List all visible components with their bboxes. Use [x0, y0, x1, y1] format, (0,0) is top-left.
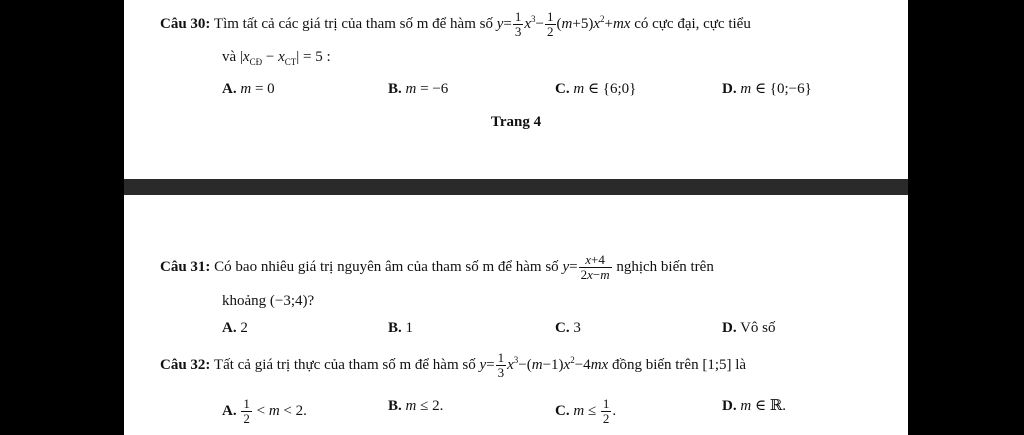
question-32-line1: [160, 351, 746, 380]
option-a: A. $\frac{1}{2}$ < m < 2.: [222, 396, 307, 426]
option-a: A. m = 0: [222, 81, 275, 97]
question-text-after: có cực đại, cực tiểu: [634, 16, 751, 32]
option-b: B. 1: [388, 320, 414, 336]
formula: y= $\frac{1}{3}$ $x^3-$ $\frac{1}{2}$ $(m+5)x^2+mx$: [496, 9, 631, 40]
option-d: D. m ∈ ℝ.: [722, 398, 787, 414]
option-d: D. m ∈ {0;−6}: [722, 81, 812, 97]
question-31-line1: [160, 253, 714, 282]
question-number: Câu 32:: [160, 357, 211, 373]
document-page-2: [124, 195, 908, 435]
option-a: A. 2: [222, 320, 248, 336]
question-text-after: đồng biến trên [1;5] là: [611, 357, 747, 373]
question-text: Tất cả giá trị thực của tham số m để hàm số: [213, 357, 476, 373]
question-text: Có bao nhiêu giá trị nguyên âm của tham số m để hàm số: [214, 258, 559, 275]
option-c: C. m ∈ {6;0}: [555, 81, 637, 97]
question-30-line1: [160, 10, 751, 39]
question-number: Câu 30:: [160, 16, 211, 32]
formula: y= $\frac{x+4}{2x-m}$: [562, 252, 610, 282]
option-c: C. m ≤ $\frac{1}{2}$ .: [555, 396, 617, 426]
question-text-after: nghịch biến trên: [616, 258, 714, 275]
option-b: B. m = −6: [388, 81, 449, 97]
document-page-1: [124, 0, 908, 179]
question-30-line2: và $|x_{CĐ} - x_{CT}| = 5$ :: [222, 49, 331, 67]
formula: y= $\frac{1}{3}$ $x^3-(m-1)x^2-4mx$: [479, 350, 609, 381]
page-gap: [124, 179, 908, 195]
question-31-line2: khoảng (−3;4)?: [222, 293, 315, 309]
option-c: C. 3: [555, 320, 581, 336]
question-number: Câu 31:: [160, 258, 211, 275]
question-text: Tìm tất cả các giá trị của tham số m để hàm số: [213, 16, 493, 32]
option-b: B. m ≤ 2.: [388, 398, 444, 414]
page-footer: Trang 4: [490, 114, 542, 130]
option-d: D. Vô số: [722, 320, 776, 336]
